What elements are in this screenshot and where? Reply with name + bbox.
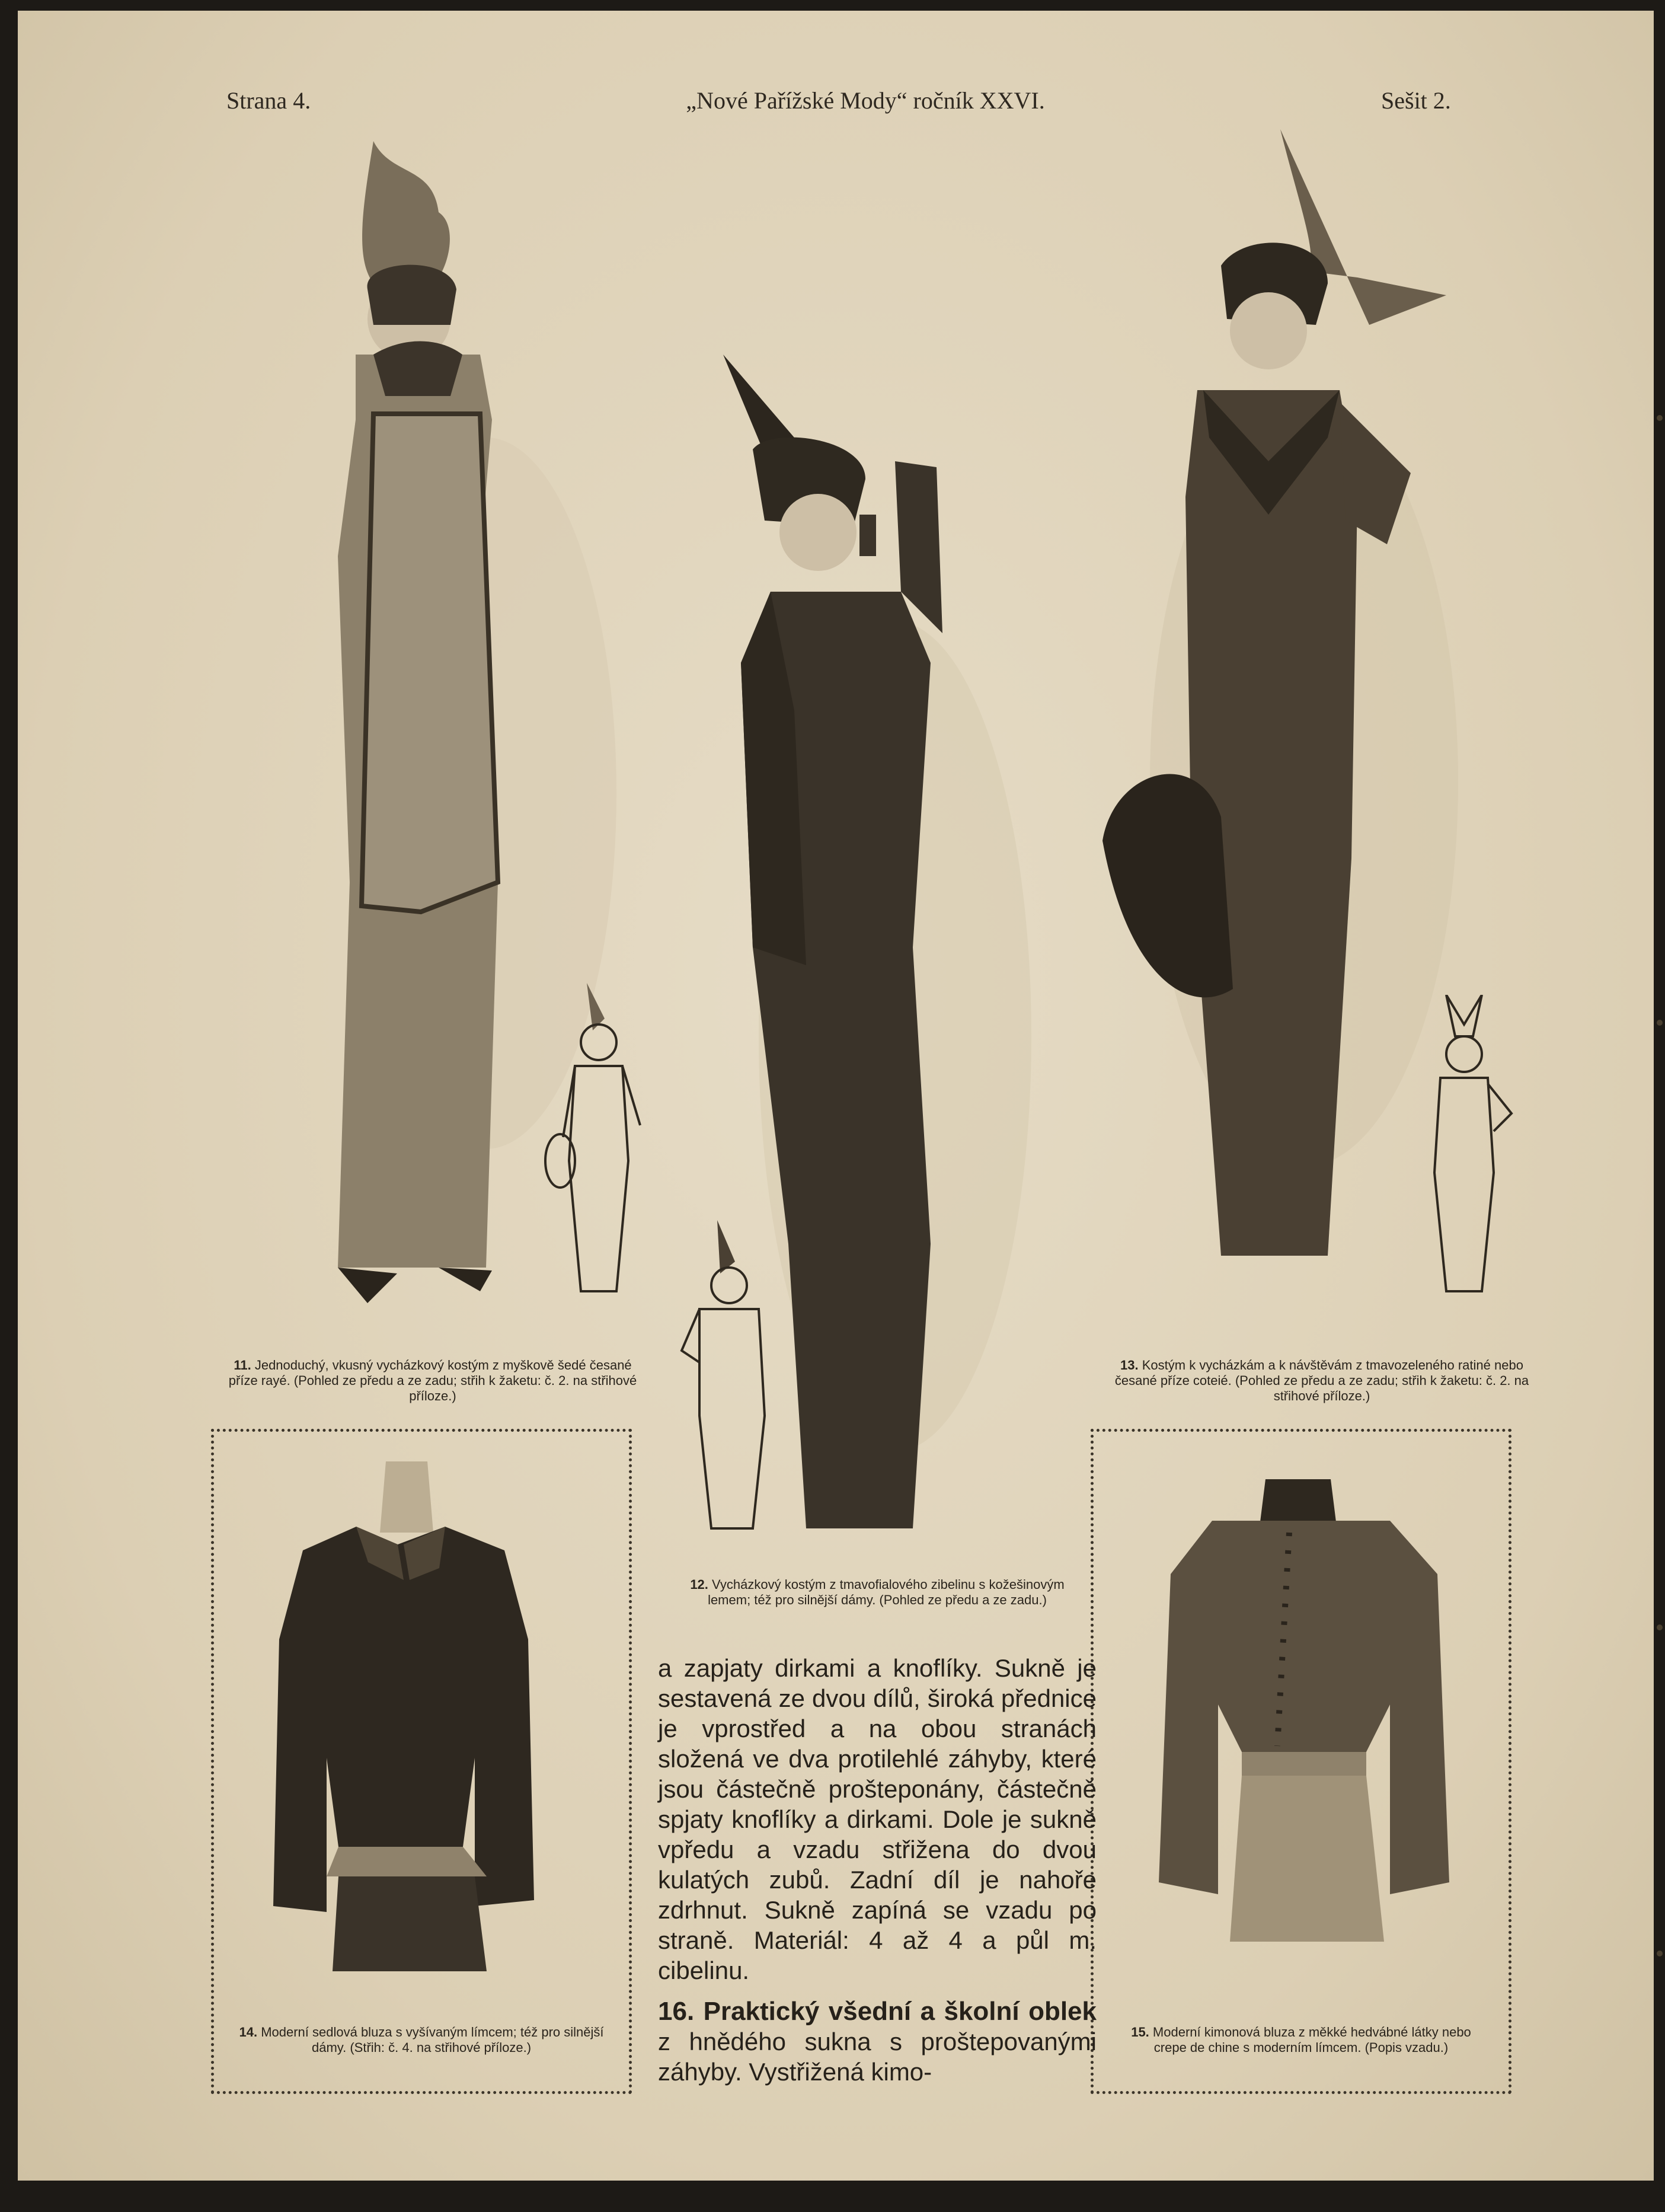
figure-15-blouse — [1141, 1479, 1473, 1942]
article-continuation: z hnědého sukna s proštepovanými záhyby. Vystřižená kimo- — [658, 2028, 1097, 2086]
caption-12-number: 12. — [690, 1577, 708, 1592]
caption-15-text: Moderní kimonová bluza z měkké hedvábné látky nebo crepe de chine s moderním límcem. (Popis vzadu.) — [1152, 2025, 1471, 2055]
caption-14-text: Moderní sedlová bluza s vyšívaným límcem; též pro silnější dámy. (Střih: č. 4. na střihové příloze.) — [261, 2025, 604, 2055]
caption-13-text: Kostým k vycházkám a k návštěvám z tmavozeleného ratiné nebo česané příze coteié. (Pohled ze předu a ze zadu; střih k žaketu: č. 2. na střihové příloze.) — [1114, 1358, 1529, 1403]
caption-12-text: Vycházkový kostým z tmavofialového zibelinu s kožešinovým lemem; též pro silnější dámy. (Pohled ze předu a ze zadu.) — [708, 1577, 1065, 1607]
binding-mark — [1657, 1020, 1663, 1026]
article-heading-16: 16. Praktický všední a školní oblek — [658, 1997, 1097, 2026]
caption-figure-13 — [1108, 1358, 1535, 1404]
binding-mark — [1657, 1951, 1663, 1956]
article-text — [658, 1653, 1097, 2087]
caption-figure-12 — [670, 1577, 1085, 1608]
binding-mark — [1657, 1624, 1663, 1630]
caption-figure-15 — [1117, 2025, 1485, 2055]
caption-figure-14 — [232, 2025, 611, 2055]
caption-figure-11 — [225, 1358, 640, 1404]
figure-11-back-view — [539, 983, 658, 1303]
figure-15-frame — [1091, 1429, 1511, 2094]
issue-number: Sešit 2. — [1381, 87, 1451, 114]
figure-13-back-view — [1405, 995, 1523, 1303]
binding-mark — [1657, 415, 1663, 421]
caption-14-number: 14. — [239, 2025, 258, 2039]
caption-11-number: 11. — [234, 1358, 251, 1372]
caption-15-number: 15. — [1131, 2025, 1149, 2039]
figure-14-blouse — [250, 1461, 581, 1971]
caption-13-number: 13. — [1120, 1358, 1139, 1372]
figure-14-frame — [211, 1429, 632, 2094]
figure-12-back-view — [664, 1220, 782, 1540]
magazine-page — [18, 11, 1654, 2181]
running-title: „Nové Pařížské Mody“ ročník XXVI. — [686, 87, 1045, 114]
caption-11-text: Jednoduchý, vkusný vycházkový kostým z myškově šedé česané příze rayé. (Pohled ze předu a ze zadu; střih k žaketu: č. 2. na střihové příloze.) — [228, 1358, 637, 1403]
article-paragraph: a zapjaty dirkami a knoflíky. Sukně je sestavená ze dvou dílů, široká přednice je vprostřed a na obou stranách složená ve dva protilehlé záhyby, které jsou částečně prošteponány, částečně spjaty knoflíky a dirkami. Dole je sukně vpředu a vzadu střižena do dvou kulatých zubů. Zadní díl je nahoře zdrhnut. Sukně zapíná se vzadu po straně. Materiál: 4 až 4 a půl m. cibelinu. — [658, 1654, 1097, 1984]
page-number: Strana 4. — [226, 87, 311, 114]
